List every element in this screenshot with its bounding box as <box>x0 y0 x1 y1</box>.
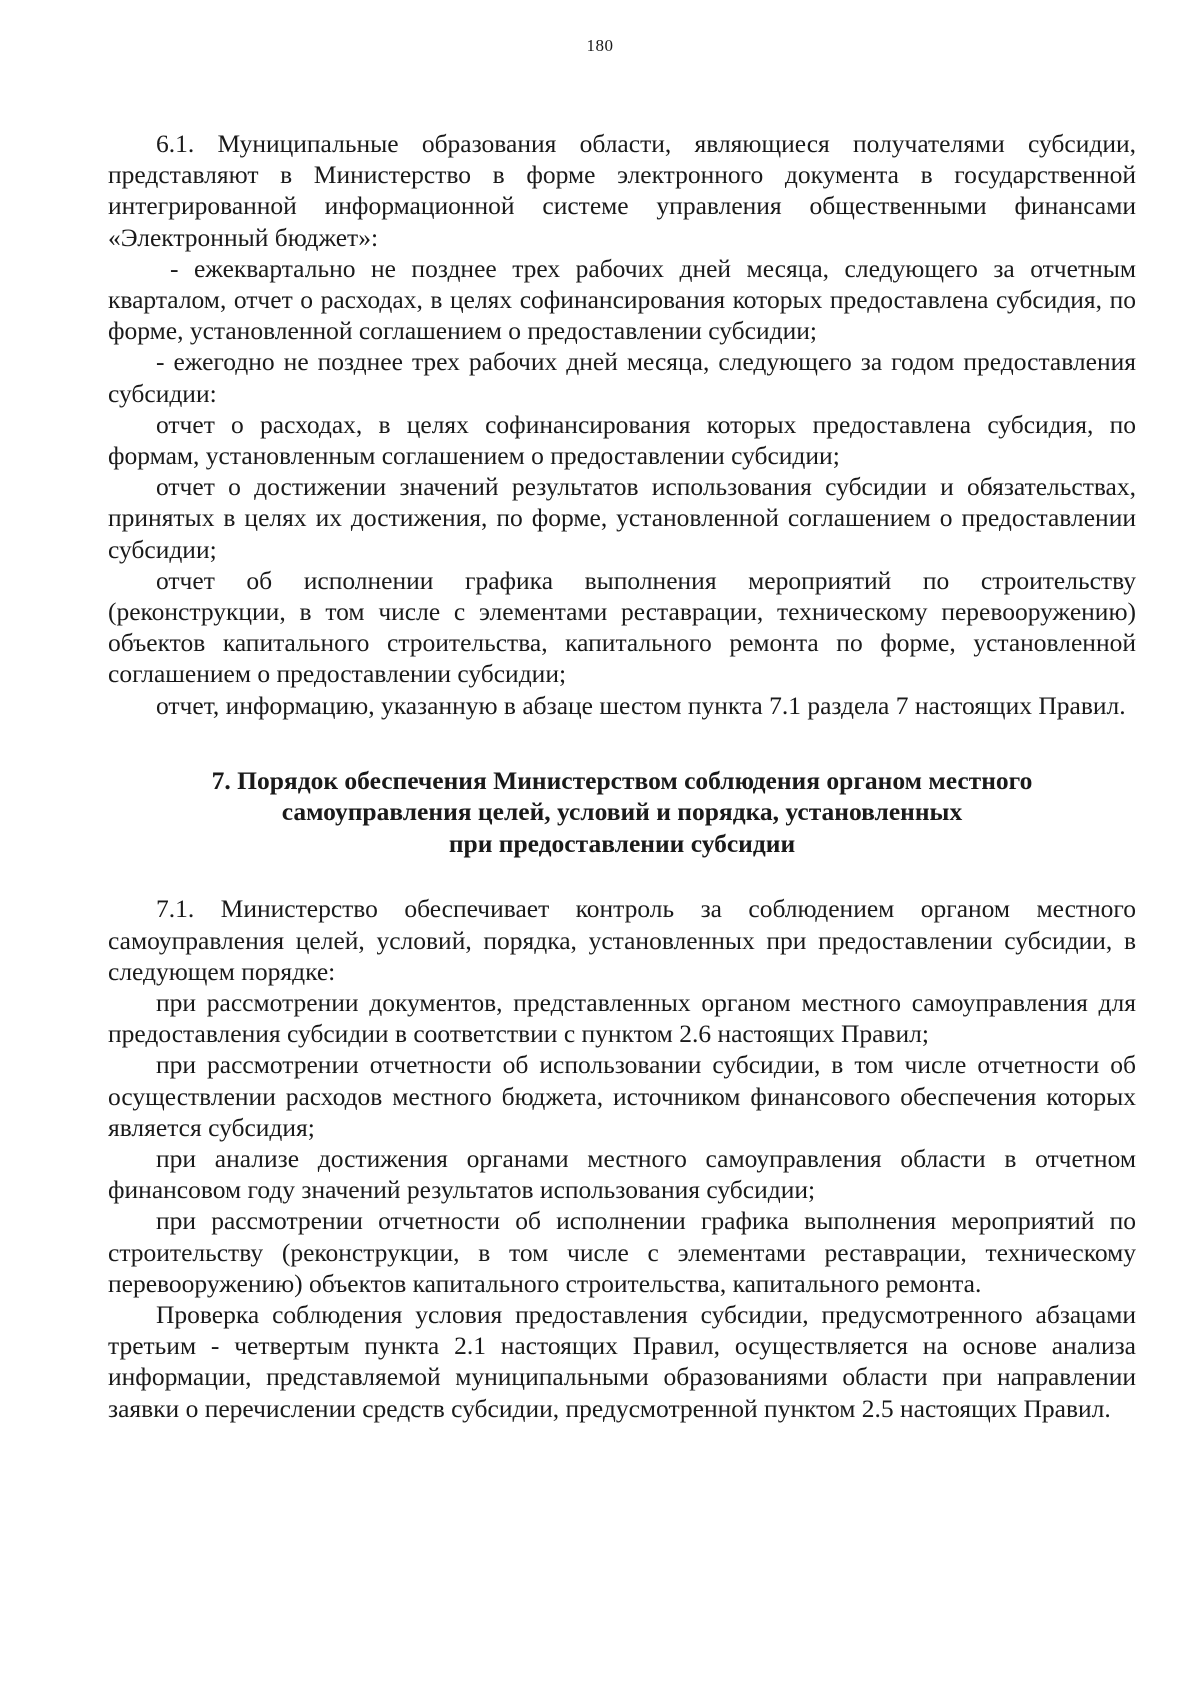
page-number: 180 <box>586 36 614 55</box>
section-7-heading-line: при предоставлении субсидии <box>448 828 796 858</box>
paragraph-document-review: при рассмотрении документов, представленных органом местного самоуправления для предоставления субсидии в соответствии с пунктом 2.6 настоящих Правил; <box>108 987 1136 1049</box>
paragraph-results-report: отчет о достижении значений результатов использования субсидии и обязательствах, принятых в целях их достижения, по форме, установленной соглашением о предоставлении субсидии; <box>108 472 1136 564</box>
section-7-heading-line: самоуправления целей, условий и порядка, установленных <box>281 797 963 827</box>
paragraph-results-analysis: при анализе достижения органами местного самоуправления области в отчетном финансовом году значений результатов использования субсидии; <box>108 1143 1136 1205</box>
paragraph-7-1: 7.1. Министерство обеспечивает контроль за соблюдением органом местного самоуправления целей, условий, порядка, установленных при предоставлении субсидии, в следующем порядке: <box>108 894 1136 986</box>
section-7-heading <box>108 765 1136 860</box>
paragraph-schedule-review: при рассмотрении отчетности об исполнении графика выполнения мероприятий по строительству (реконструкции, в том числе с элементами реставрации, техническому перевооружению) объектов капитального строительства, капитального ремонта. <box>108 1206 1136 1298</box>
section-7-heading-line: 7. Порядок обеспечения Министерством соблюдения органом местного <box>211 765 1033 795</box>
document-body <box>108 128 1136 1424</box>
paragraph-reporting-review: при рассмотрении отчетности об использовании субсидии, в том числе отчетности об осуществлении расходов местного бюджета, источником финансового обеспечения которых является субсидия; <box>108 1050 1136 1142</box>
paragraph-6-1: 6.1. Муниципальные образования области, являющиеся получателями субсидии, представляют в Министерство в форме электронного документа в государственной интегрированной информационной системе управления общественными финансами «Электронный бюджет»: <box>108 129 1136 252</box>
paragraph-quarterly-report: - ежеквартально не позднее трех рабочих дней месяца, следующего за отчетным кварталом, отчет о расходах, в целях софинансирования которых предоставлена субсидия, по форме, установленной соглашением о предоставлении субсидии; <box>108 253 1136 346</box>
paragraph-expense-report: отчет о расходах, в целях софинансирования которых предоставлена субсидия, по формам, установленным соглашением о предоставлении субсидии; <box>108 409 1136 471</box>
paragraph-schedule-report: отчет об исполнении графика выполнения мероприятий по строительству (реконструкции, в том числе с элементами реставрации, техническому перевооружению) объектов капитального строительства, капитального ремонта по форме, установленной соглашением о предоставлении субсидии; <box>108 565 1136 689</box>
paragraph-condition-check: Проверка соблюдения условия предоставления субсидии, предусмотренного абзацами третьим - четвертым пункта 2.1 настоящих Правил, осуществляется на основе анализа информации, представляемой муниципальными образованиями области при направлении заявки о перечислении средств субсидии, предусмотренной пунктом 2.5 настоящих Правил. <box>108 1300 1136 1423</box>
paragraph-annual-report: - ежегодно не позднее трех рабочих дней месяца, следующего за годом предоставления субсидии: <box>108 347 1136 408</box>
paragraph-information-report: отчет, информацию, указанную в абзаце шестом пункта 7.1 раздела 7 настоящих Правил. <box>156 690 1126 720</box>
